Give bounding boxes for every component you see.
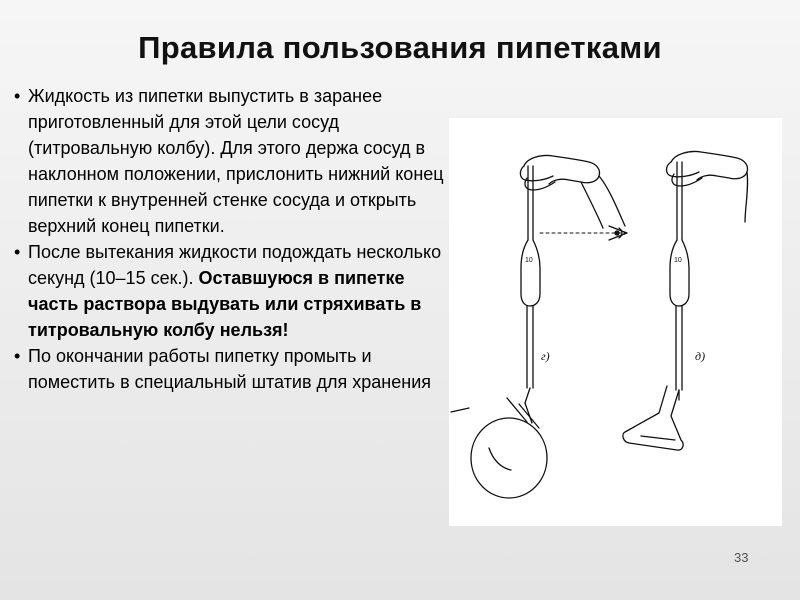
left-pipette-icon bbox=[521, 166, 540, 403]
bullet-item-3 bbox=[14, 343, 444, 395]
left-flask-icon bbox=[451, 398, 547, 498]
bullet-list bbox=[14, 83, 444, 395]
bullet-item-2 bbox=[14, 239, 444, 343]
left-hand-icon bbox=[520, 155, 625, 228]
right-pipette-icon bbox=[670, 162, 689, 400]
bullet-text: По окончании работы пипетку промыть и поместить в специальный штатив для хранения bbox=[28, 346, 432, 392]
bullet-text: Жидкость из пипетки выпустить в заранее приготовленный для этой цели сосуд (титровальную колбу). Для этого держа сосуд в наклонном положении, прислонить нижний конец пипетки к внутренней стенке сосуда и открыть верхний конец пипетки. bbox=[28, 86, 444, 236]
slide-title: Правила пользования пипетками bbox=[138, 30, 662, 65]
left-caption: г) bbox=[541, 349, 550, 363]
right-hand-icon bbox=[667, 151, 748, 222]
bullet-text: После вытекания жидкости подождать несколько секунд (10–15 сек.). bbox=[28, 242, 442, 288]
left-volume-label: 10 bbox=[525, 257, 533, 264]
pipette-illustration bbox=[449, 118, 782, 526]
right-volume-label: 10 bbox=[674, 257, 682, 264]
right-conical-flask-icon bbox=[623, 386, 683, 450]
bullet-item-1 bbox=[14, 83, 444, 239]
page-number: 33 bbox=[734, 550, 749, 565]
right-caption: д) bbox=[695, 349, 706, 363]
bullet-text-bold: Оставшуюся в пипетке часть раствора выдувать или стряхивать в титровальную колбу нельзя! bbox=[28, 268, 422, 340]
